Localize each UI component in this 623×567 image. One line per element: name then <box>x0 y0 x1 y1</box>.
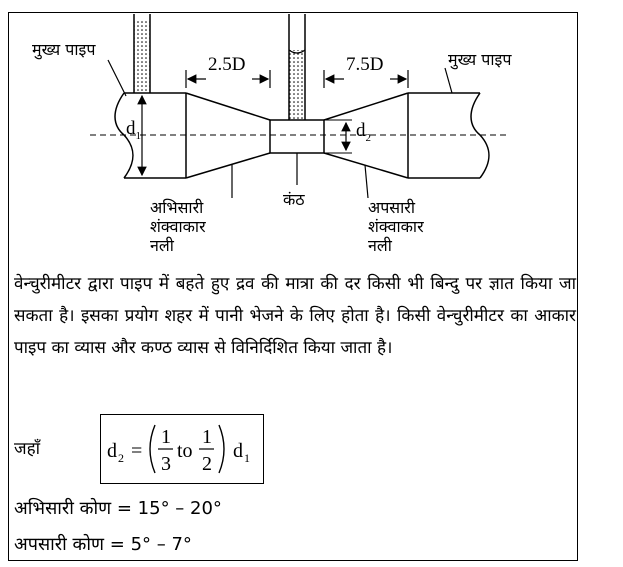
formula-box <box>100 414 264 484</box>
label-d1: $d_1$ <box>126 118 141 142</box>
label-main-pipe-right: मुख्य पाइप <box>448 50 512 69</box>
label-main-pipe-left: मुख्य पाइप <box>32 40 96 59</box>
label-dim-converging: 2.5D <box>208 54 246 75</box>
label-d2: $d_2$ <box>356 120 371 144</box>
formula-svg <box>101 415 263 483</box>
label-throat: कंठ <box>283 190 305 209</box>
svg-text:2: 2 <box>118 451 124 465</box>
svg-text:3: 3 <box>161 453 171 475</box>
description-paragraph: वेन्चुरीमीटर द्वारा पाइप में बहते हुए द्रव की मात्रा की दर किसी भी बिन्दु पर ज्ञात किया जा सकता है। इसका प्रयोग शहर में पानी भेजने के लिए होता है। किसी वेन्चुरीमीटर का आकार पाइप का व्यास और कण्ठ व्यास से विनिर्दिशित किया जाता है। <box>14 274 576 358</box>
svg-text:1: 1 <box>244 451 250 465</box>
svg-text:to: to <box>177 440 193 462</box>
label-converging-cone: अभिसारी शंक्वाकार नली <box>150 198 206 255</box>
svg-text:d: d <box>107 440 117 462</box>
throat-shape <box>270 120 324 153</box>
label-dim-diverging: 7.5D <box>346 54 384 75</box>
svg-text:1: 1 <box>202 426 212 448</box>
label-diverging-cone: अपसारी शंक्वाकार नली <box>368 198 424 255</box>
manometer-tube-inlet <box>134 14 150 93</box>
manometer-tube-throat <box>289 14 305 120</box>
svg-text:=: = <box>131 440 143 462</box>
converging-angle-text: अभिसारी कोण = 15° – 20° <box>14 498 222 519</box>
where-label: जहाँ <box>14 439 41 459</box>
diverging-angle-text: अपसारी कोण = 5° – 7° <box>14 534 192 555</box>
converging-cone-shape <box>186 93 270 178</box>
svg-text:d: d <box>233 440 243 462</box>
svg-text:2: 2 <box>202 453 212 475</box>
svg-text:1: 1 <box>161 426 171 448</box>
